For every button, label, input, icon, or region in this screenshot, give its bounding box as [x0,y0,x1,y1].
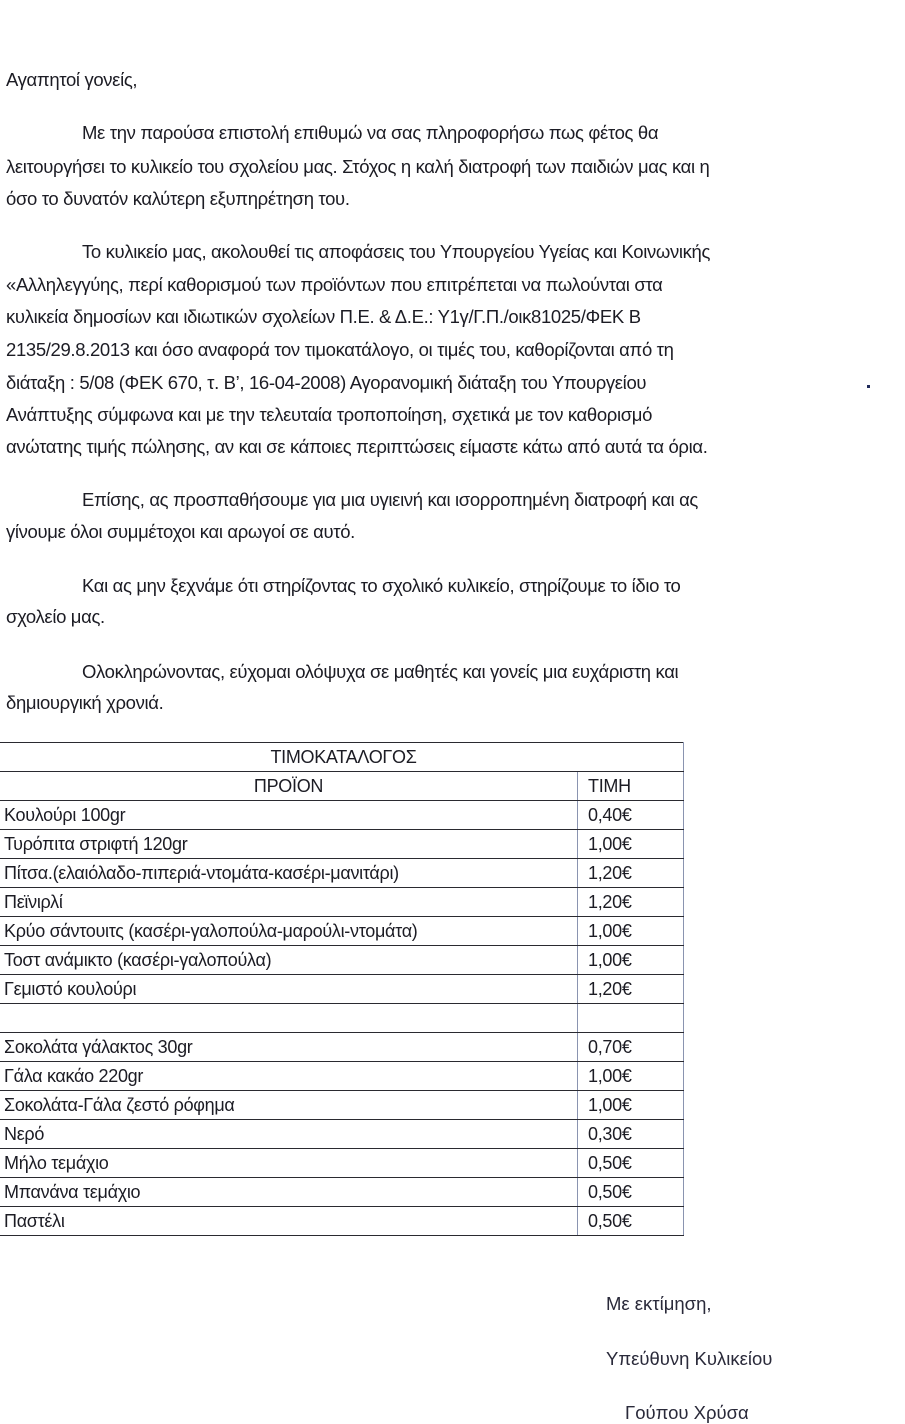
product-price: 1,00€ [578,1062,684,1091]
greeting: Αγαπητοί γονείς, [6,69,138,90]
product-name: Κουλούρι 100gr [0,801,578,830]
product-name: Τοστ ανάμικτο (κασέρι-γαλοπούλα) [0,946,578,975]
product-name: Μήλο τεμάχιο [0,1149,578,1178]
stray-mark [867,385,870,388]
paragraph-5-line-1: Ολοκληρώνοντας, εύχομαι ολόψυχα σε μαθητές και γονείς μια ευχάριστη και [82,661,679,682]
product-price: 1,00€ [578,1091,684,1120]
product-name: Πίτσα.(ελαιόλαδο-πιπεριά-ντομάτα-κασέρι-μανιτάρι) [0,859,578,888]
product-price: 0,30€ [578,1120,684,1149]
product-name: Σοκολάτα γάλακτος 30gr [0,1033,578,1062]
product-name: Σοκολάτα-Γάλα ζεστό ρόφημα [0,1091,578,1120]
product-price: 0,50€ [578,1207,684,1236]
product-price [578,1004,684,1033]
product-price: 1,00€ [578,946,684,975]
product-name [0,1004,578,1033]
table-row [0,1120,684,1149]
product-name: Νερό [0,1120,578,1149]
product-name: Πεϊνιρλί [0,888,578,917]
product-price: 1,20€ [578,975,684,1004]
product-name: Γεμιστό κουλούρι [0,975,578,1004]
table-title-row [0,743,684,772]
table-row [0,1149,684,1178]
paragraph-1-line-3: όσο το δυνατόν καλύτερη εξυπηρέτηση του. [6,188,350,209]
product-price: 0,70€ [578,1033,684,1062]
product-price: 1,00€ [578,830,684,859]
signature-name: Γούπου Χρύσα [625,1402,749,1423]
paragraph-4-line-2: σχολείο μας. [6,606,105,627]
paragraph-2-line-3: κυλικεία δημοσίων και ιδιωτικών σχολείων Π.Ε. & Δ.Ε.: Υ1γ/Γ.Π./οικ81025/ΦΕΚ Β [6,306,641,327]
product-price: 1,20€ [578,859,684,888]
table-row [0,1062,684,1091]
table-row [0,859,684,888]
signature-closing: Με εκτίμηση, [606,1293,712,1314]
product-price: 1,00€ [578,917,684,946]
product-price: 0,50€ [578,1178,684,1207]
paragraph-4-line-1: Και ας μην ξεχνάμε ότι στηρίζοντας το σχολικό κυλικείο, στηρίζουμε το ίδιο το [82,575,681,596]
table-row [0,1033,684,1062]
paragraph-2-line-2: «Αλληλεγγύης, περί καθορισμού των προϊόντων που επιτρέπεται να πωλούνται στα [6,274,663,295]
table-row [0,946,684,975]
table-row [0,975,684,1004]
paragraph-5-line-2: δημιουργική χρονιά. [6,692,164,713]
product-price: 1,20€ [578,888,684,917]
table-row [0,888,684,917]
product-name: Γάλα κακάο 220gr [0,1062,578,1091]
paragraph-2-line-4: 2135/29.8.2013 και όσο αναφορά τον τιμοκατάλογο, οι τιμές του, καθορίζονται από τη [6,339,674,360]
paragraph-1-line-1: Με την παρούσα επιστολή επιθυμώ να σας πληροφορήσω πως φέτος θα [82,122,659,143]
paragraph-2-line-1: Το κυλικείο μας, ακολουθεί τις αποφάσεις του Υπουργείου Υγείας και Κοινωνικής [82,241,711,262]
table-header-row [0,772,684,801]
product-name: Μπανάνα τεμάχιο [0,1178,578,1207]
paragraph-3-line-2: γίνουμε όλοι συμμέτοχοι και αρωγοί σε αυτό. [6,521,355,542]
product-name: Παστέλι [0,1207,578,1236]
table-title: ΤΙΜΟΚΑΤΑΛΟΓΟΣ [0,743,684,772]
paragraph-2-line-6: Ανάπτυξης σύμφωνα και με την τελευταία τροποποίηση, σχετικά με τον καθορισμό [6,404,653,425]
table-row [0,1207,684,1236]
product-name: Κρύο σάντουιτς (κασέρι-γαλοπούλα-μαρούλι-ντομάτα) [0,917,578,946]
paragraph-2-line-5: διάταξη : 5/08 (ΦΕΚ 670, τ. Β’, 16-04-2008) Αγορανομική διάταξη του Υπουργείου [6,372,647,393]
signature-role: Υπεύθυνη Κυλικείου [606,1348,773,1369]
product-name: Τυρόπιτα στριφτή 120gr [0,830,578,859]
product-price: 0,50€ [578,1149,684,1178]
table-row [0,801,684,830]
price-list-table [0,742,684,1236]
paragraph-3-line-1: Επίσης, ας προσπαθήσουμε για μια υγιεινή και ισορροπημένη διατροφή και ας [82,489,698,510]
table-row [0,917,684,946]
table-row-empty [0,1004,684,1033]
paragraph-1-line-2: λειτουργήσει το κυλικείο του σχολείου μας. Στόχος η καλή διατροφή των παιδιών μας και η [6,156,710,177]
product-price: 0,40€ [578,801,684,830]
column-header-price: ΤΙΜΗ [578,772,684,801]
table-row [0,1091,684,1120]
table-row [0,1178,684,1207]
table-row [0,830,684,859]
column-header-product: ΠΡΟΪΟΝ [0,772,578,801]
paragraph-2-line-7: ανώτατης τιμής πώλησης, αν και σε κάποιες περιπτώσεις είμαστε κάτω από αυτά τα όρια. [6,436,708,457]
